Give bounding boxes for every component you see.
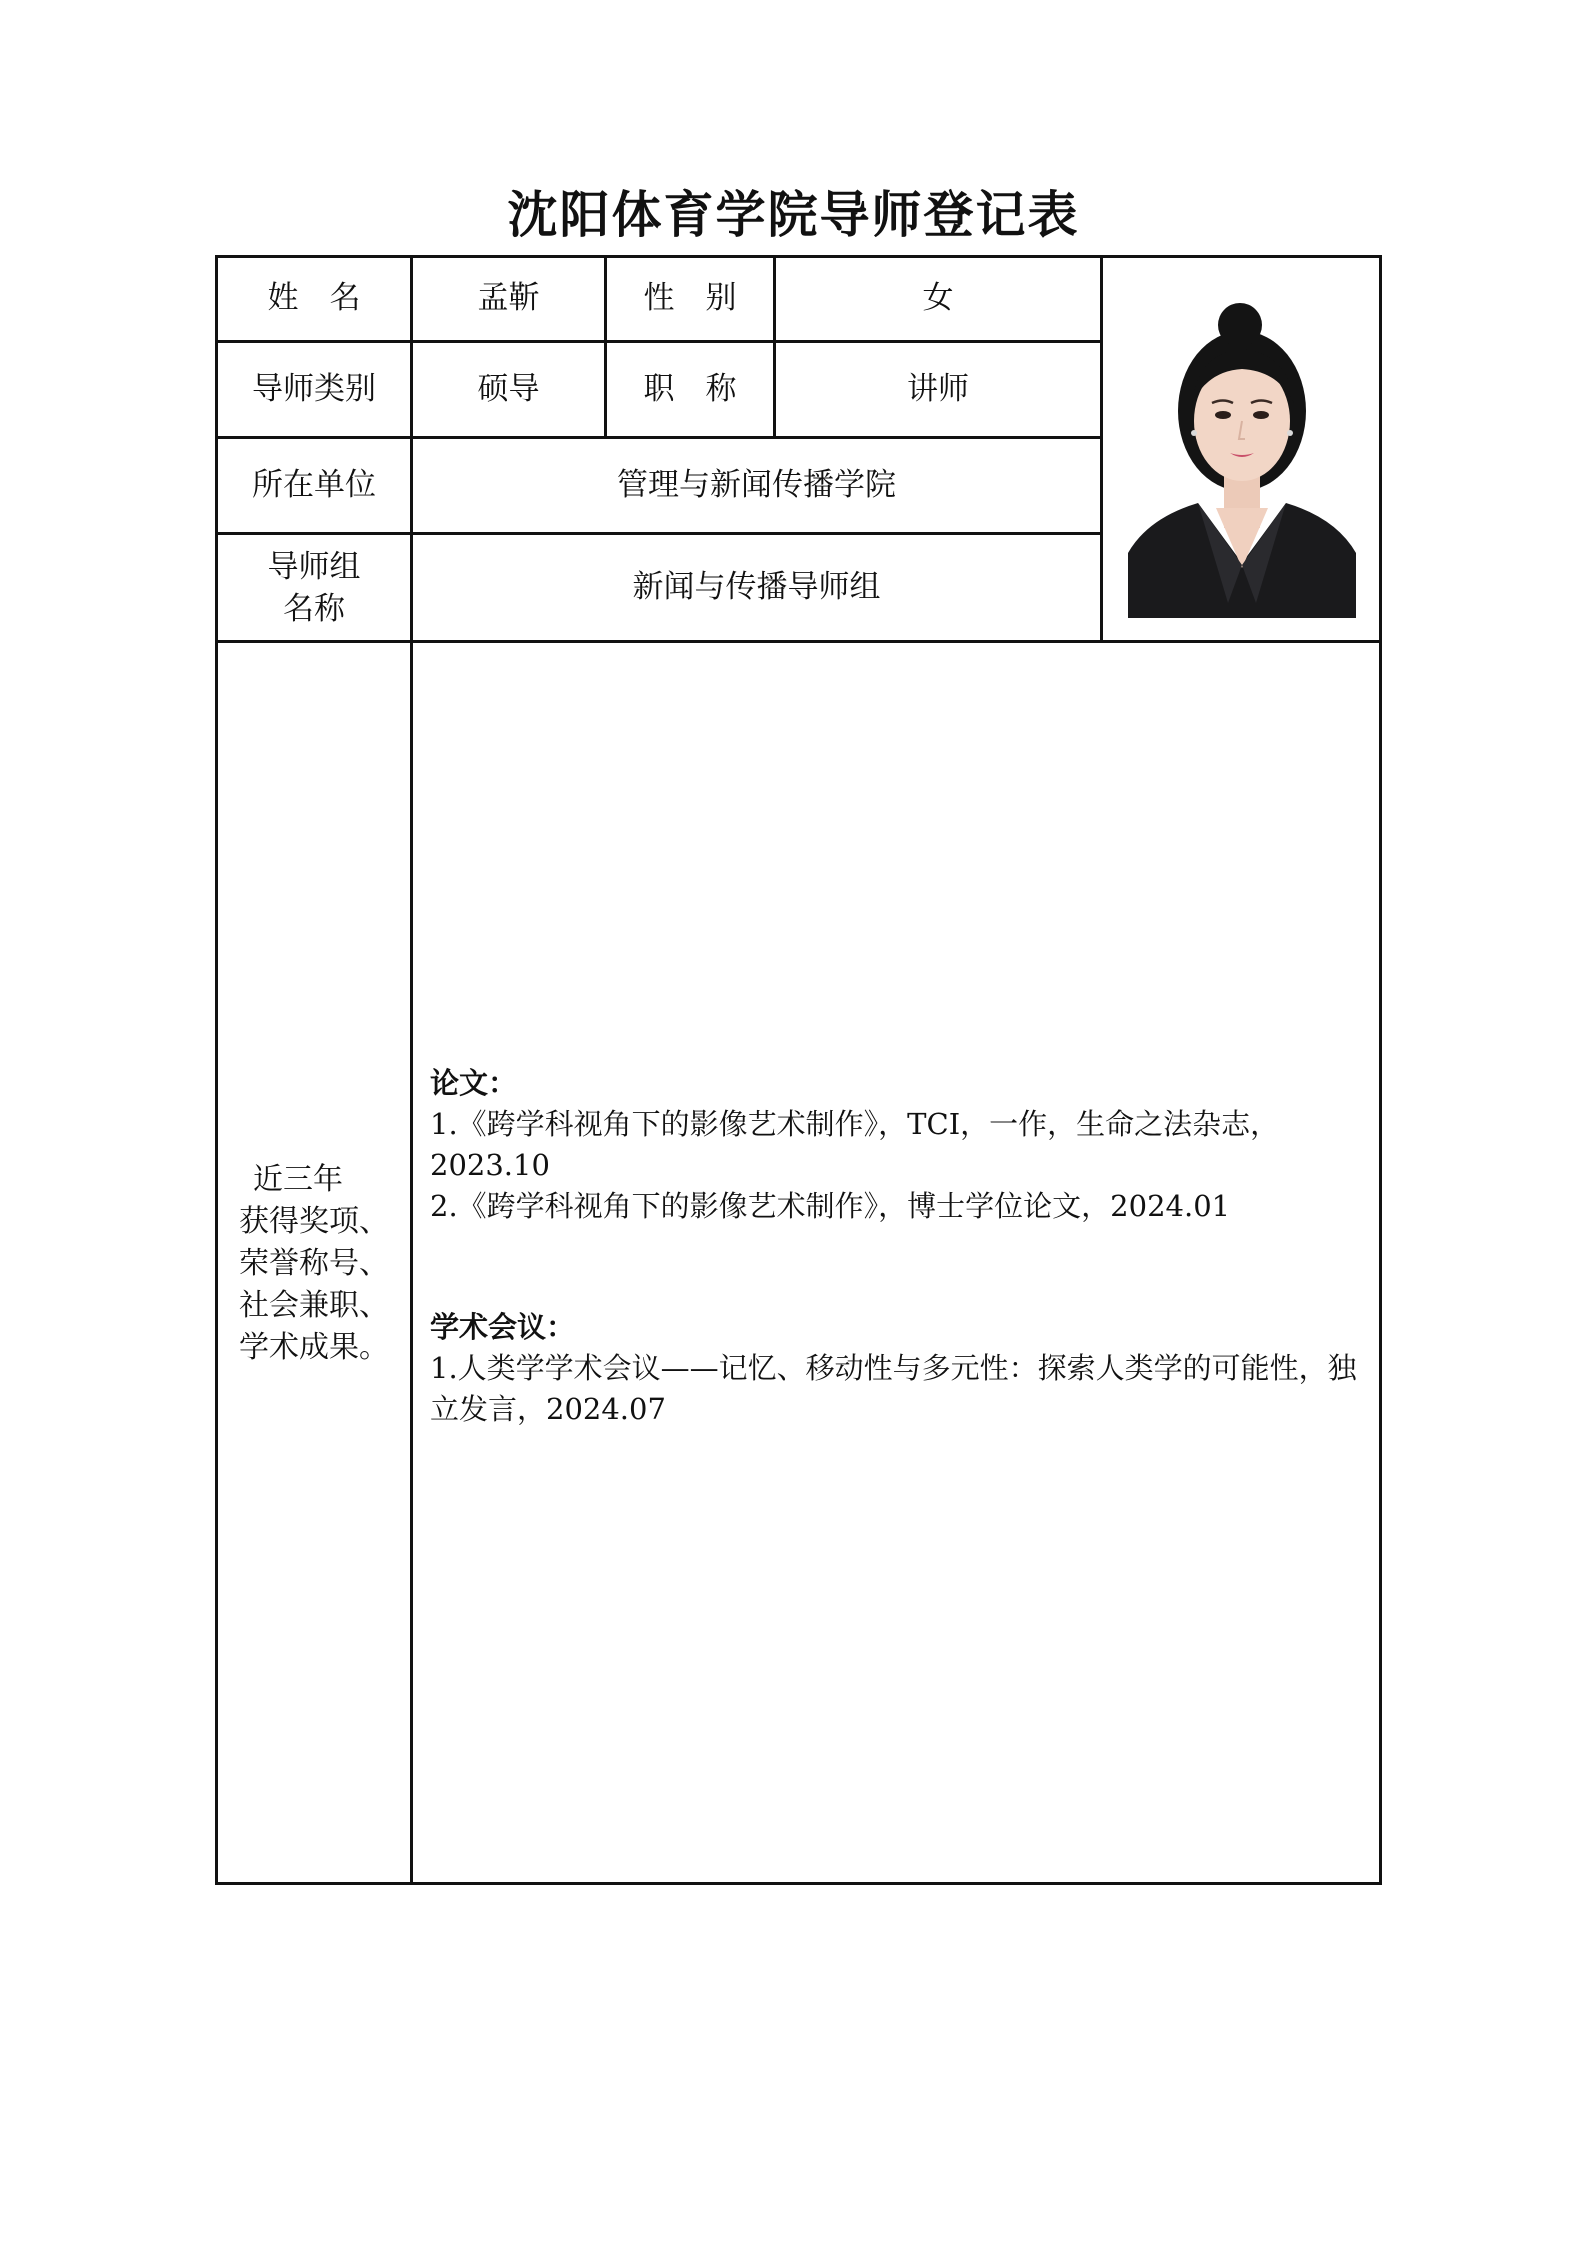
registration-form [215, 255, 1382, 1885]
achievements-label-line: 近三年 [253, 1162, 343, 1197]
unit-value: 管理与新闻传播学院 [617, 466, 896, 503]
group-label [218, 535, 410, 640]
name-value: 孟靳 [477, 280, 540, 317]
conference-entry: 1.人类学学术会议——记忆、移动性与多元性：探索人类学的可能性，独立发言，2024.07 [430, 1351, 1357, 1426]
achievements-content [430, 1063, 1370, 1430]
group-label-line2: 名称 [283, 590, 345, 627]
achievements-label-line: 获得奖项、 [239, 1204, 389, 1239]
name-label: 姓 名 [267, 280, 361, 317]
advisor-type-value: 硕导 [477, 370, 540, 407]
rank-label: 职 称 [643, 370, 737, 407]
paper-entry: 2.《跨学科视角下的影像艺术制作》，博士学位论文，2024.01 [430, 1189, 1231, 1223]
advisor-photo [1128, 303, 1356, 618]
unit-label: 所在单位 [252, 466, 376, 503]
paper-entry: 1.《跨学科视角下的影像艺术制作》，TCI，一作，生命之法杂志，2023.10 [430, 1107, 1280, 1182]
gender-value: 女 [922, 280, 954, 317]
achievements-label [218, 643, 410, 1885]
conferences-list [430, 1348, 1370, 1430]
gender-label: 性 别 [643, 280, 737, 317]
achievements-label-line: 学术成果。 [239, 1330, 389, 1365]
advisor-type-label: 导师类别 [252, 370, 376, 407]
conferences-heading: 学术会议： [430, 1310, 576, 1344]
col-divider-photo [1100, 258, 1103, 640]
form-title: 沈阳体育学院导师登记表 [507, 185, 1080, 244]
rank-value: 讲师 [907, 370, 969, 407]
group-label-line1: 导师组 [267, 548, 361, 585]
papers-heading: 论文： [430, 1066, 518, 1100]
papers-list [430, 1104, 1370, 1227]
group-value: 新闻与传播导师组 [632, 568, 881, 605]
achievements-label-line: 荣誉称号、 [239, 1246, 389, 1281]
achievements-label-line: 社会兼职、 [239, 1288, 389, 1323]
